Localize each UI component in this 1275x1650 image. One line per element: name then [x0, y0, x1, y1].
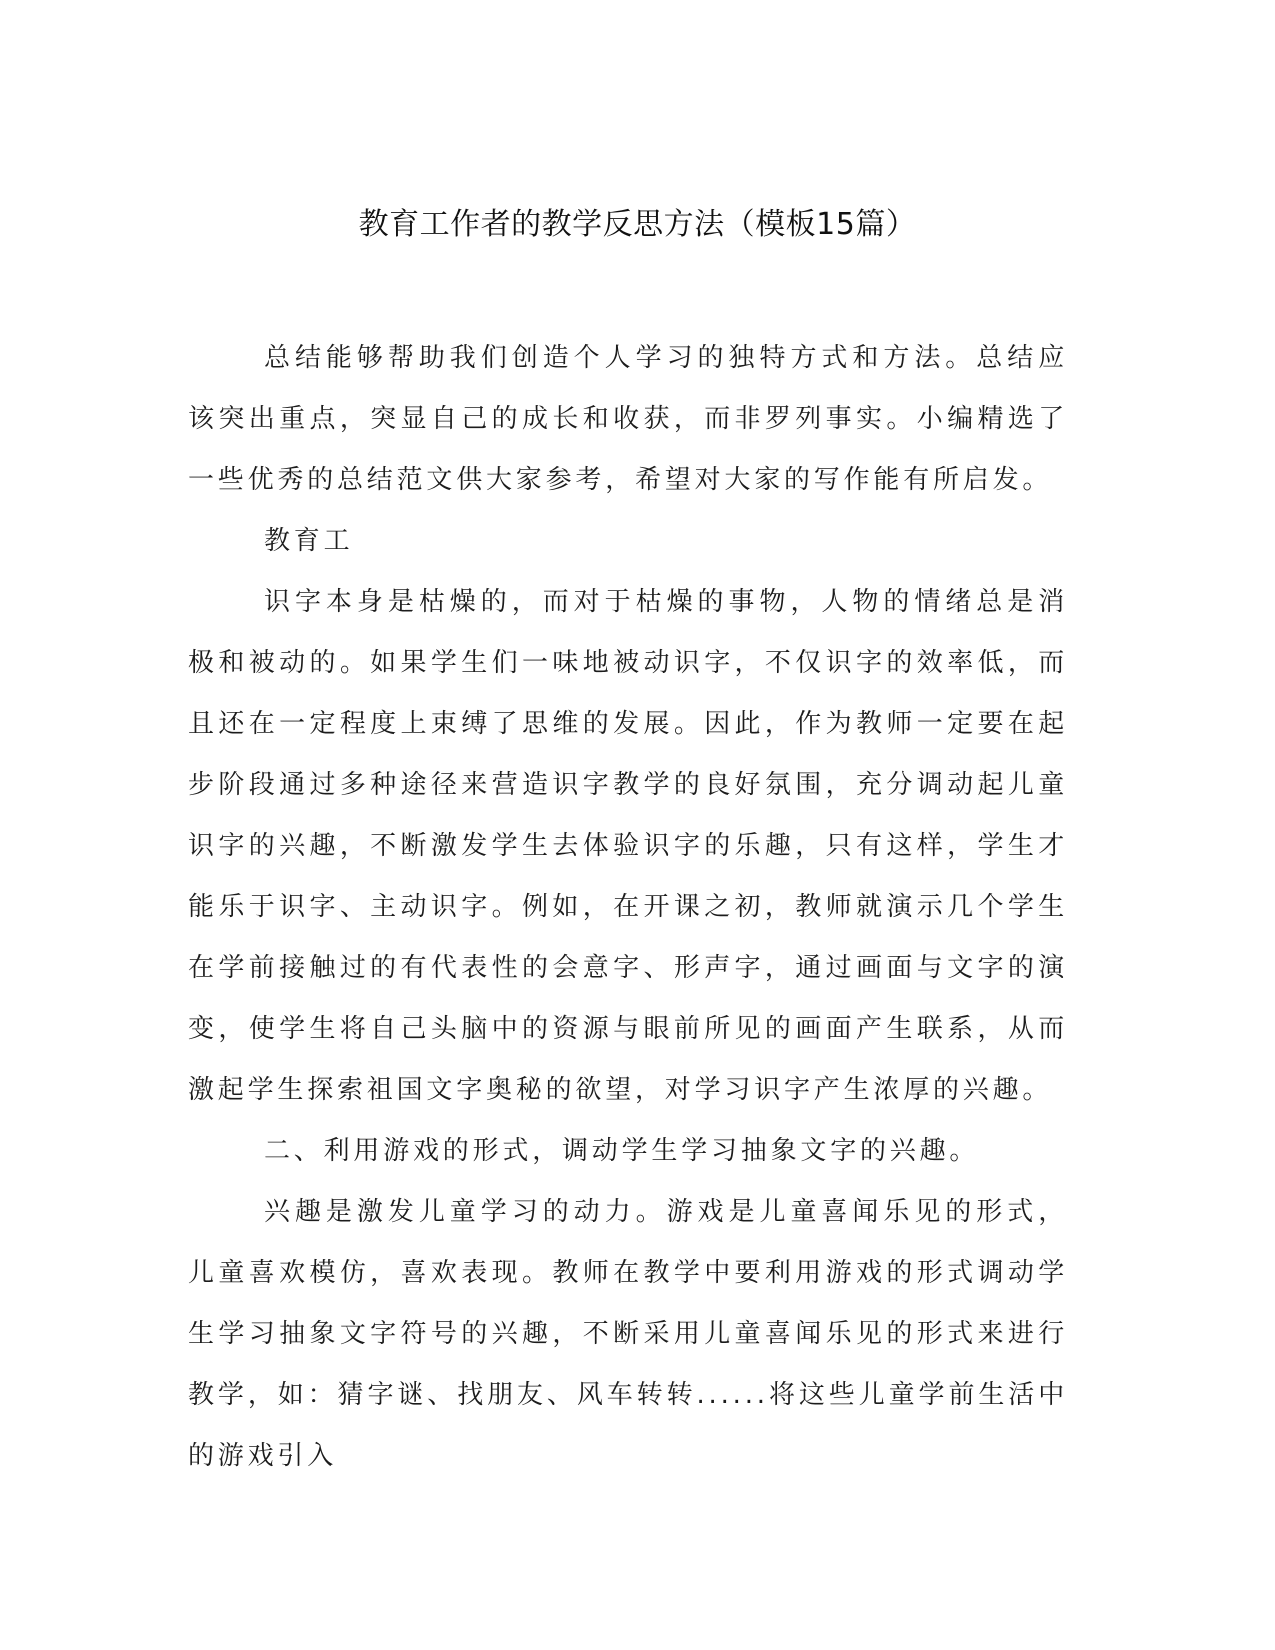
paragraph-literacy: 识字本身是枯燥的，而对于枯燥的事物，人物的情绪总是消极和被动的。如果学生们一味地被动识字，不仅识字的效率低，而且还在一定程度上束缚了思维的发展。因此，作为教师一定要在起步阶段通过多种途径来营造识字教学的良好氛围，充分调动起儿童识字的兴趣，不断激发学生去体验识字的乐趣，只有这样，学生才能乐于识字、主动识字。例如，在开课之初，教师就演示几个学生在学前接触过的有代表性的会意字、形声字，通过画面与文字的演变，使学生将自己头脑中的资源与眼前所见的画面产生联系，从而激起学生探索祖国文字奥秘的欲望，对学习识字产生浓厚的兴趣。 [188, 587, 1068, 1105]
paragraph-section-two: 二、利用游戏的形式，调动学生学习抽象文字的兴趣。 [264, 1136, 980, 1166]
document-body [188, 328, 1068, 1487]
paragraph-heading: 教育工 [264, 526, 354, 556]
paragraph-intro: 总结能够帮助我们创造个人学习的独特方式和方法。总结应该突出重点，突显自己的成长和收获，而非罗列事实。小编精选了一些优秀的总结范文供大家参考，希望对大家的写作能有所启发。 [188, 343, 1068, 495]
document-title: 教育工作者的教学反思方法（模板15篇） [358, 207, 917, 242]
paragraph-interest: 兴趣是激发儿童学习的动力。游戏是儿童喜闻乐见的形式，儿童喜欢模仿，喜欢表现。教师在教学中要利用游戏的形式调动学生学习抽象文字符号的兴趣，不断采用儿童喜闻乐见的形式来进行教学，如：猜字谜、找朋友、风车转转......将这些儿童学前生活中的游戏引入 [188, 1197, 1068, 1471]
